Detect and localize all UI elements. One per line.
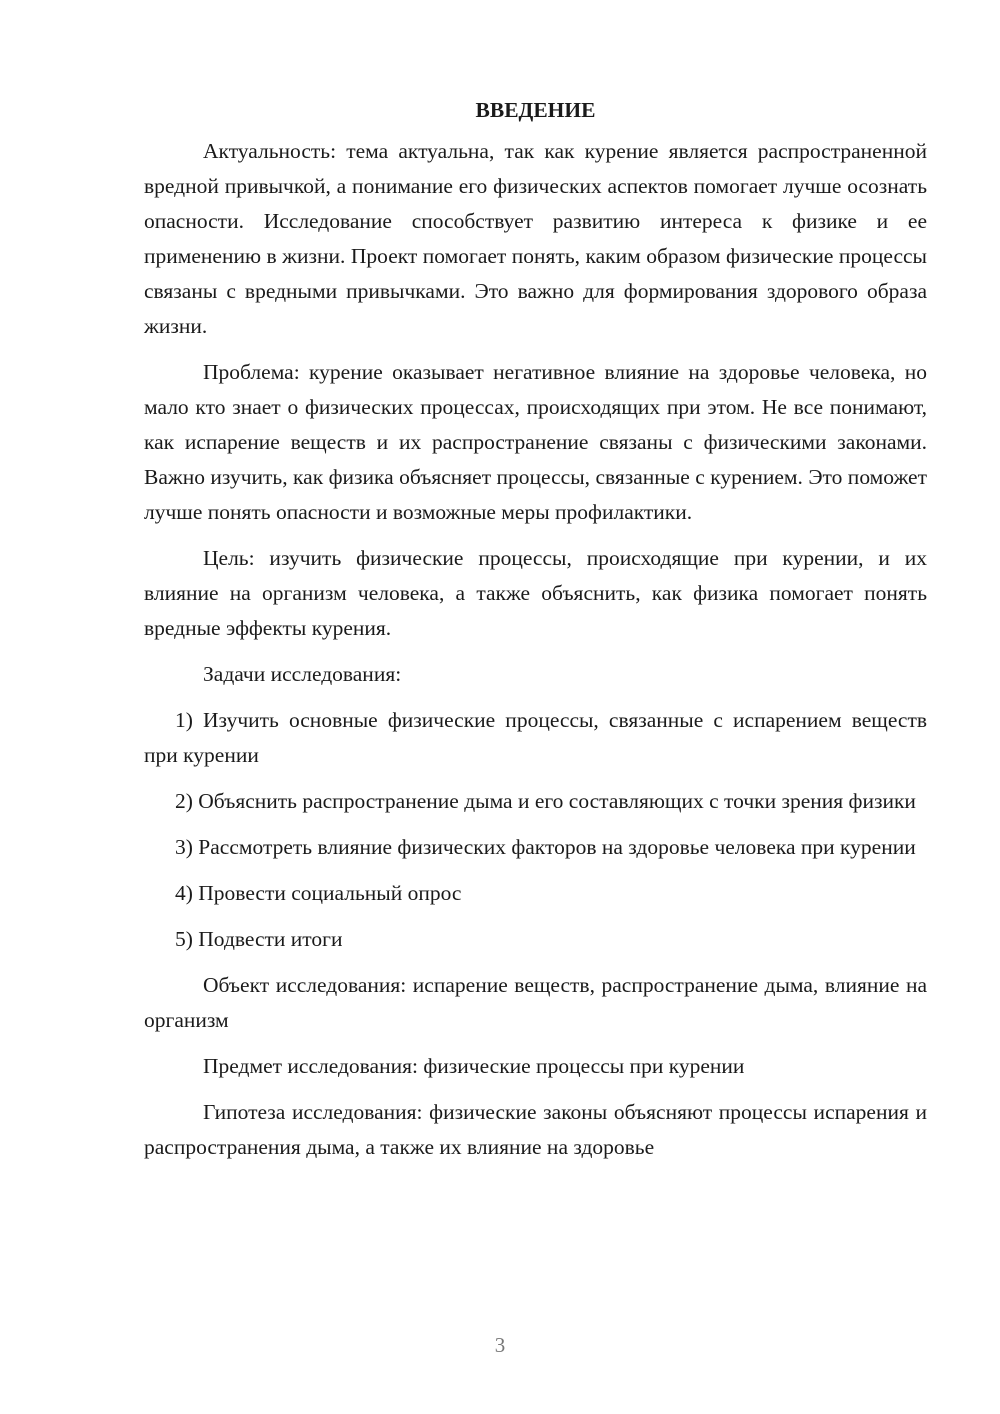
tasks-list (144, 703, 927, 957)
relevance-paragraph: Актуальность: тема актуальна, так как курение является распространенной вредной привычкой, а понимание его физических аспектов помогает лучше осознать опасности. Исследование способствует развитию интереса к физике и ее применению в жизни. Проект помогает понять, каким образом физические процессы связаны с вредными привычками. Это важно для формирования здорового образа жизни. (144, 139, 927, 338)
page-number: 3 (494, 1333, 506, 1357)
object-paragraph: Объект исследования: испарение веществ, распространение дыма, влияние на организм (144, 973, 927, 1032)
subject-paragraph: Предмет исследования: физические процессы при курении (203, 1054, 745, 1078)
list-item: 4) Провести социальный опрос (175, 881, 462, 905)
tasks-heading: Задачи исследования: (203, 662, 402, 686)
page-body (144, 94, 927, 1176)
list-item: 3) Рассмотреть влияние физических факторов на здоровье человека при курении (175, 835, 916, 859)
page-title: ВВЕДЕНИЕ (475, 98, 596, 122)
list-item: 5) Подвести итоги (175, 927, 343, 951)
goal-paragraph: Цель: изучить физические процессы, происходящие при курении, и их влияние на организм человека, а также объяснить, как физика помогает понять вредные эффекты курения. (144, 546, 927, 640)
problem-paragraph: Проблема: курение оказывает негативное влияние на здоровье человека, но мало кто знает о физических процессах, происходящих при этом. Не все понимают, как испарение веществ и их распространение связаны с физическими законами. Важно изучить, как физика объясняет процессы, связанные с курением. Это поможет лучше понять опасности и возможные меры профилактики. (144, 360, 927, 524)
hypothesis-paragraph: Гипотеза исследования: физические законы объясняют процессы испарения и распространения дыма, а также их влияние на здоровье (144, 1100, 927, 1159)
list-item: 2) Объяснить распространение дыма и его составляющих с точки зрения физики (175, 789, 916, 813)
list-item: 1) Изучить основные физические процессы, связанные с испарением веществ при курении (144, 708, 927, 767)
